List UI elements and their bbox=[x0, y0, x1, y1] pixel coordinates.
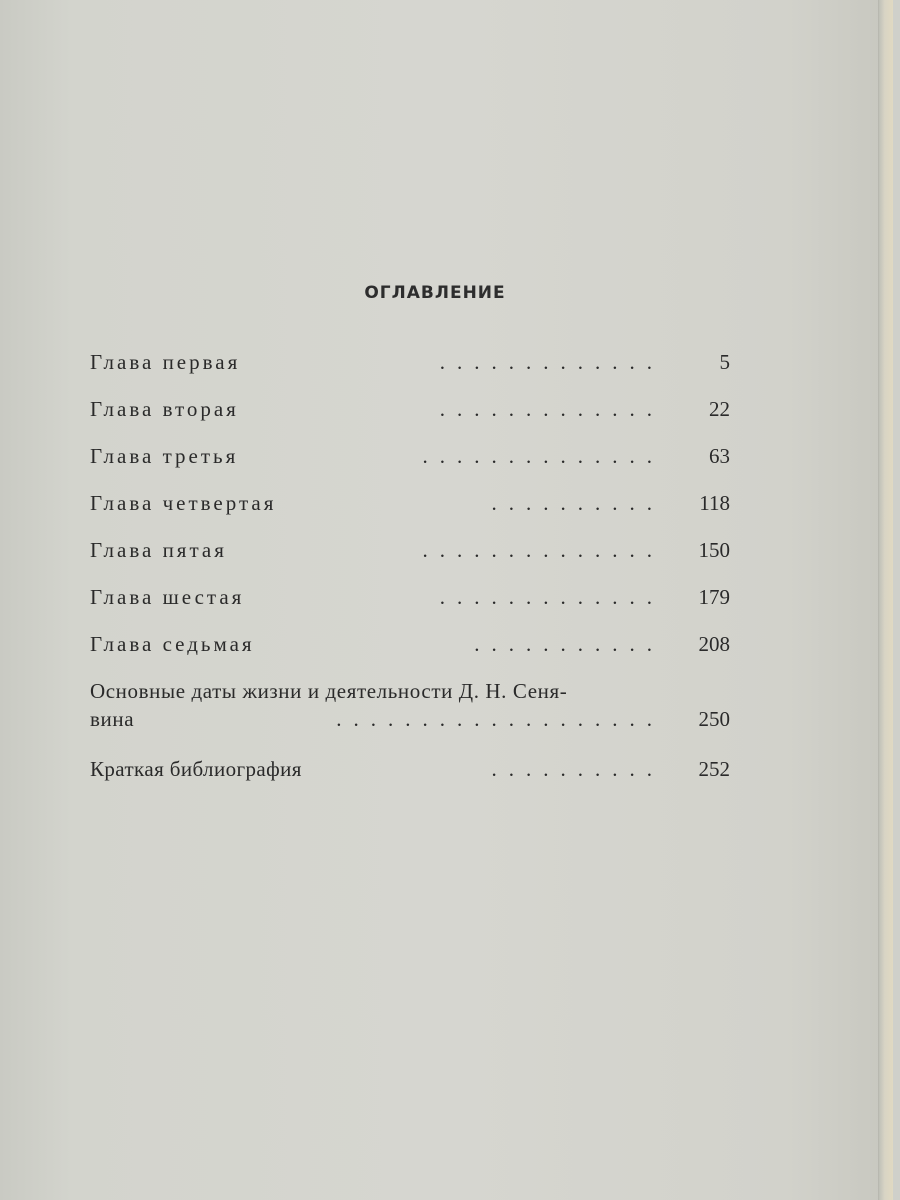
toc-leader-dots: ........... bbox=[474, 632, 664, 656]
toc-entry-title-continued: вина bbox=[90, 707, 135, 731]
toc-entry-page: 22 bbox=[709, 397, 730, 421]
toc-entry-chapter-7 bbox=[90, 622, 730, 669]
toc-leader-dots: ................... bbox=[336, 707, 664, 731]
toc-leader-dots: .............. bbox=[422, 538, 664, 562]
toc-entry-page: 118 bbox=[699, 491, 730, 515]
toc-entry-page: 63 bbox=[709, 444, 730, 468]
toc-entry-title: Глава пятая bbox=[90, 538, 227, 562]
toc-entry-chapter-5 bbox=[90, 528, 730, 575]
toc-entry-title: Глава первая bbox=[90, 350, 241, 374]
toc-leader-dots: .......... bbox=[491, 491, 664, 515]
toc-entry-page: 179 bbox=[698, 585, 730, 609]
toc-entry-chapter-6 bbox=[90, 575, 730, 622]
toc-entry-page: 208 bbox=[698, 632, 730, 656]
table-of-contents bbox=[90, 340, 730, 794]
toc-leader-dots: .............. bbox=[422, 444, 664, 468]
toc-leader-dots: ............. bbox=[439, 585, 664, 609]
toc-entry-chapter-1 bbox=[90, 340, 730, 387]
toc-entry-chapter-4 bbox=[90, 481, 730, 528]
toc-leader-dots: ............. bbox=[439, 350, 664, 374]
toc-entry-bibliography bbox=[90, 747, 730, 794]
toc-entry-title: Глава шестая bbox=[90, 585, 245, 609]
toc-leader-dots: ............. bbox=[439, 397, 664, 421]
toc-entry-title: Основные даты жизни и деятельности Д. Н. Сеня- bbox=[90, 679, 568, 703]
page-edge bbox=[878, 0, 893, 1200]
toc-heading: ОГЛАВЛЕНИЕ bbox=[364, 283, 506, 303]
toc-entry-dates bbox=[90, 669, 730, 747]
toc-entry-page: 252 bbox=[698, 757, 730, 781]
toc-entry-title: Глава вторая bbox=[90, 397, 239, 421]
toc-entry-chapter-3 bbox=[90, 434, 730, 481]
toc-leader-dots: .......... bbox=[491, 757, 664, 781]
toc-entry-chapter-2 bbox=[90, 387, 730, 434]
toc-entry-page: 150 bbox=[698, 538, 730, 562]
toc-entry-page: 250 bbox=[698, 707, 730, 731]
toc-entry-page: 5 bbox=[719, 350, 730, 374]
toc-entry-title: Краткая библиография bbox=[90, 757, 302, 781]
toc-entry-title: Глава третья bbox=[90, 444, 239, 468]
toc-entry-title: Глава четвертая bbox=[90, 491, 277, 515]
toc-entry-title: Глава седьмая bbox=[90, 632, 255, 656]
